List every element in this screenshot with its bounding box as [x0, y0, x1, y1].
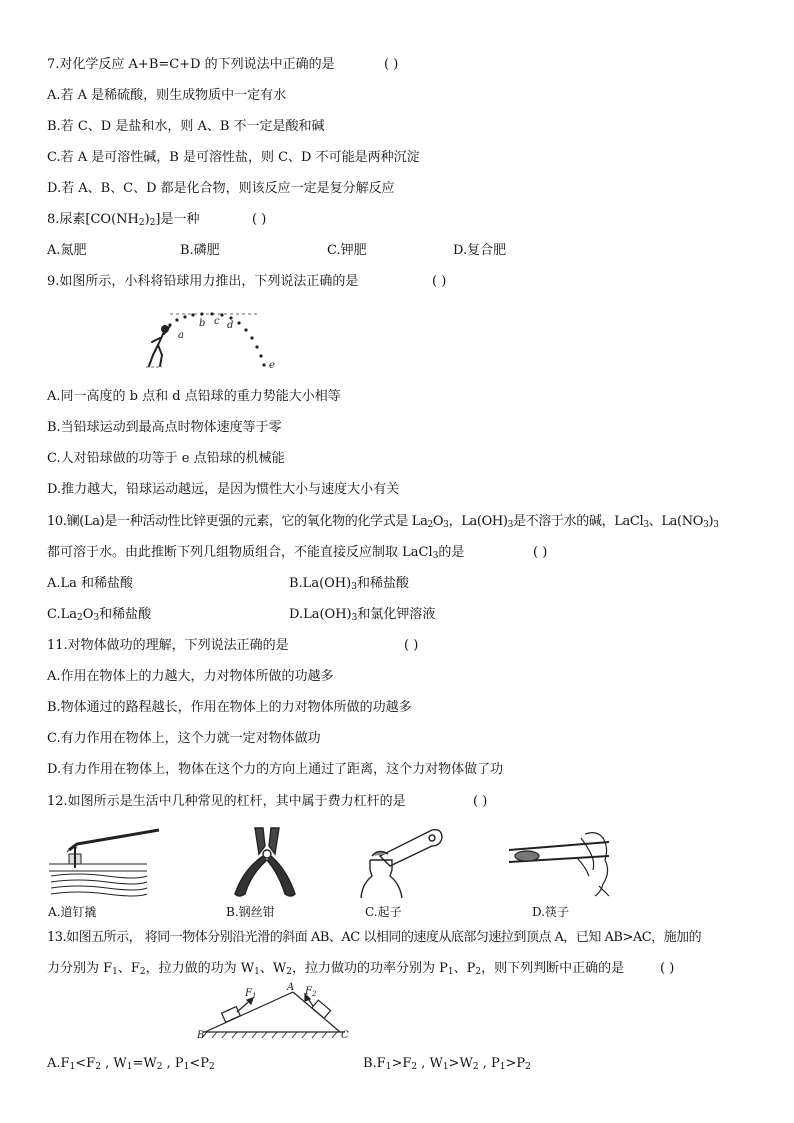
chopsticks-figure	[505, 826, 615, 898]
q10-stem-line2: 都可溶于水。由此推断下列几组物质组合，不能直接反应制取 LaCl$_3$的是	[47, 545, 465, 561]
q12-answer-bracket[interactable]: ( )	[473, 794, 488, 809]
pliers-figure	[225, 824, 305, 902]
q10-option-a: A.La 和稀盐酸	[47, 576, 134, 591]
q12-caption-b: B.钢丝钳	[226, 905, 275, 919]
q11-answer-bracket[interactable]: ( )	[404, 638, 419, 653]
q8-option-b: B.磷肥	[180, 243, 220, 258]
q12-caption-a: A.道钉撬	[48, 905, 97, 919]
q10-option-b: $B.La(OH)_3$和稀盐酸	[289, 576, 409, 592]
bottle-opener-figure	[362, 826, 452, 898]
q11-stem: 11.对物体做功的理解，下列说法正确的是	[47, 638, 289, 653]
q7-answer-bracket[interactable]: ( )	[384, 57, 399, 72]
q9-option-d: D.推力越大，铅球运动越远，是因为惯性大小与速度大小有关	[47, 482, 400, 497]
vertex-b-label: B	[197, 1030, 205, 1041]
q9-stem: 9.如图所示，小科将铅球用力推出，下列说法正确的是	[47, 274, 359, 289]
q7-option-a: A.若 A 是稀硫酸，则生成物质中一定有水	[47, 88, 287, 103]
vertex-a-label: A	[287, 982, 295, 993]
q10-option-d: $D.La(OH)_3$和氯化钾溶液	[289, 607, 436, 623]
shot-put-figure	[140, 305, 290, 375]
q7-option-b: B.若 C、D 是盐和水，则 A、B 不一定是酸和碱	[47, 119, 325, 134]
q11-option-d: D.有力作用在物体上，物体在这个力的方向上通过了距离，这个力对物体做了功	[47, 762, 504, 777]
q7-option-d: D.若 A、B、C、D 都是化合物，则该反应一定是复分解反应	[47, 181, 395, 196]
q13-answer-bracket[interactable]: ( )	[660, 961, 675, 976]
f2-label: $F_2$	[305, 986, 317, 998]
f1-label: $F_1$	[245, 988, 257, 1000]
q13-option-a: $A.F_1<F_2$ , $W_1=W_2$ , $P_1<P_2$	[47, 1056, 215, 1072]
q8-answer-bracket[interactable]: ( )	[252, 212, 267, 227]
incline-figure	[195, 984, 365, 1044]
point-b-label: b	[199, 318, 206, 329]
q12-caption-d: D.筷子	[532, 905, 570, 919]
q8-option-d: D.复合肥	[453, 243, 507, 258]
q12-stem: 12.如图所示是生活中几种常见的杠杆，其中属于费力杠杆的是	[47, 794, 406, 809]
point-c-label: c	[214, 316, 220, 327]
q12-caption-c: C.起子	[365, 905, 402, 919]
point-d-label: d	[227, 320, 234, 331]
q8-stem: 8.尿素$[CO(NH_2)_2]$是一种	[47, 212, 200, 228]
point-e-label: e	[269, 360, 275, 371]
q11-option-a: A.作用在物体上的力越大，力对物体所做的功越多	[47, 669, 334, 684]
nail-puller-figure	[47, 826, 167, 896]
q8-option-a: A.氮肥	[47, 243, 87, 258]
q13-option-b: $B.F_1>F_2$ , $W_1>W_2$ , $P_1>P_2$	[363, 1056, 531, 1072]
q10-stem-line1: 10.镧(La)是一种活动性比锌更强的元素，它的氧化物的化学式是 $La_2O_3$，$La(OH)_3$是不溶于水的碱，LaCl$_3$、$La(NO_3)_3$	[47, 514, 719, 530]
q13-stem-line2: 力分别为 $F_1$、$F_2$，拉力做的功为 $W_1$、$W_2$，拉力做功的功率分别为 $P_1$、$P_2$，则下列判断中正确的是	[47, 961, 625, 977]
point-a-label: a	[178, 330, 184, 341]
q7-option-c: C.若 A 是可溶性碱，B 是可溶性盐，则 C、D 不可能是两种沉淀	[47, 150, 420, 165]
q7-stem: 7.对化学反应 A+B=C+D 的下列说法中正确的是	[47, 57, 335, 72]
q8-option-c: C.钾肥	[327, 243, 367, 258]
q9-answer-bracket[interactable]: ( )	[432, 274, 447, 289]
q13-stem-line1: 13.如图五所示， 将同一物体分别沿光滑的斜面 AB、AC 以相同的速度从底部匀速拉到顶点 A，已知 AB>AC，施加的	[47, 930, 702, 945]
q11-option-c: C.有力作用在物体上，这个力就一定对物体做功	[47, 731, 321, 746]
q11-option-b: B.物体通过的路程越长，作用在物体上的力对物体所做的功越多	[47, 700, 412, 715]
vertex-c-label: C	[341, 1030, 349, 1041]
q9-option-c: C.人对铅球做的功等于 e 点铅球的机械能	[47, 451, 285, 466]
q9-option-b: B.当铅球运动到最高点时物体速度等于零	[47, 420, 282, 435]
q9-option-a: A.同一高度的 b 点和 d 点铅球的重力势能大小相等	[47, 389, 341, 404]
q10-answer-bracket[interactable]: ( )	[533, 545, 548, 560]
q10-option-c: $C.La_2O_3$和稀盐酸	[47, 607, 152, 623]
